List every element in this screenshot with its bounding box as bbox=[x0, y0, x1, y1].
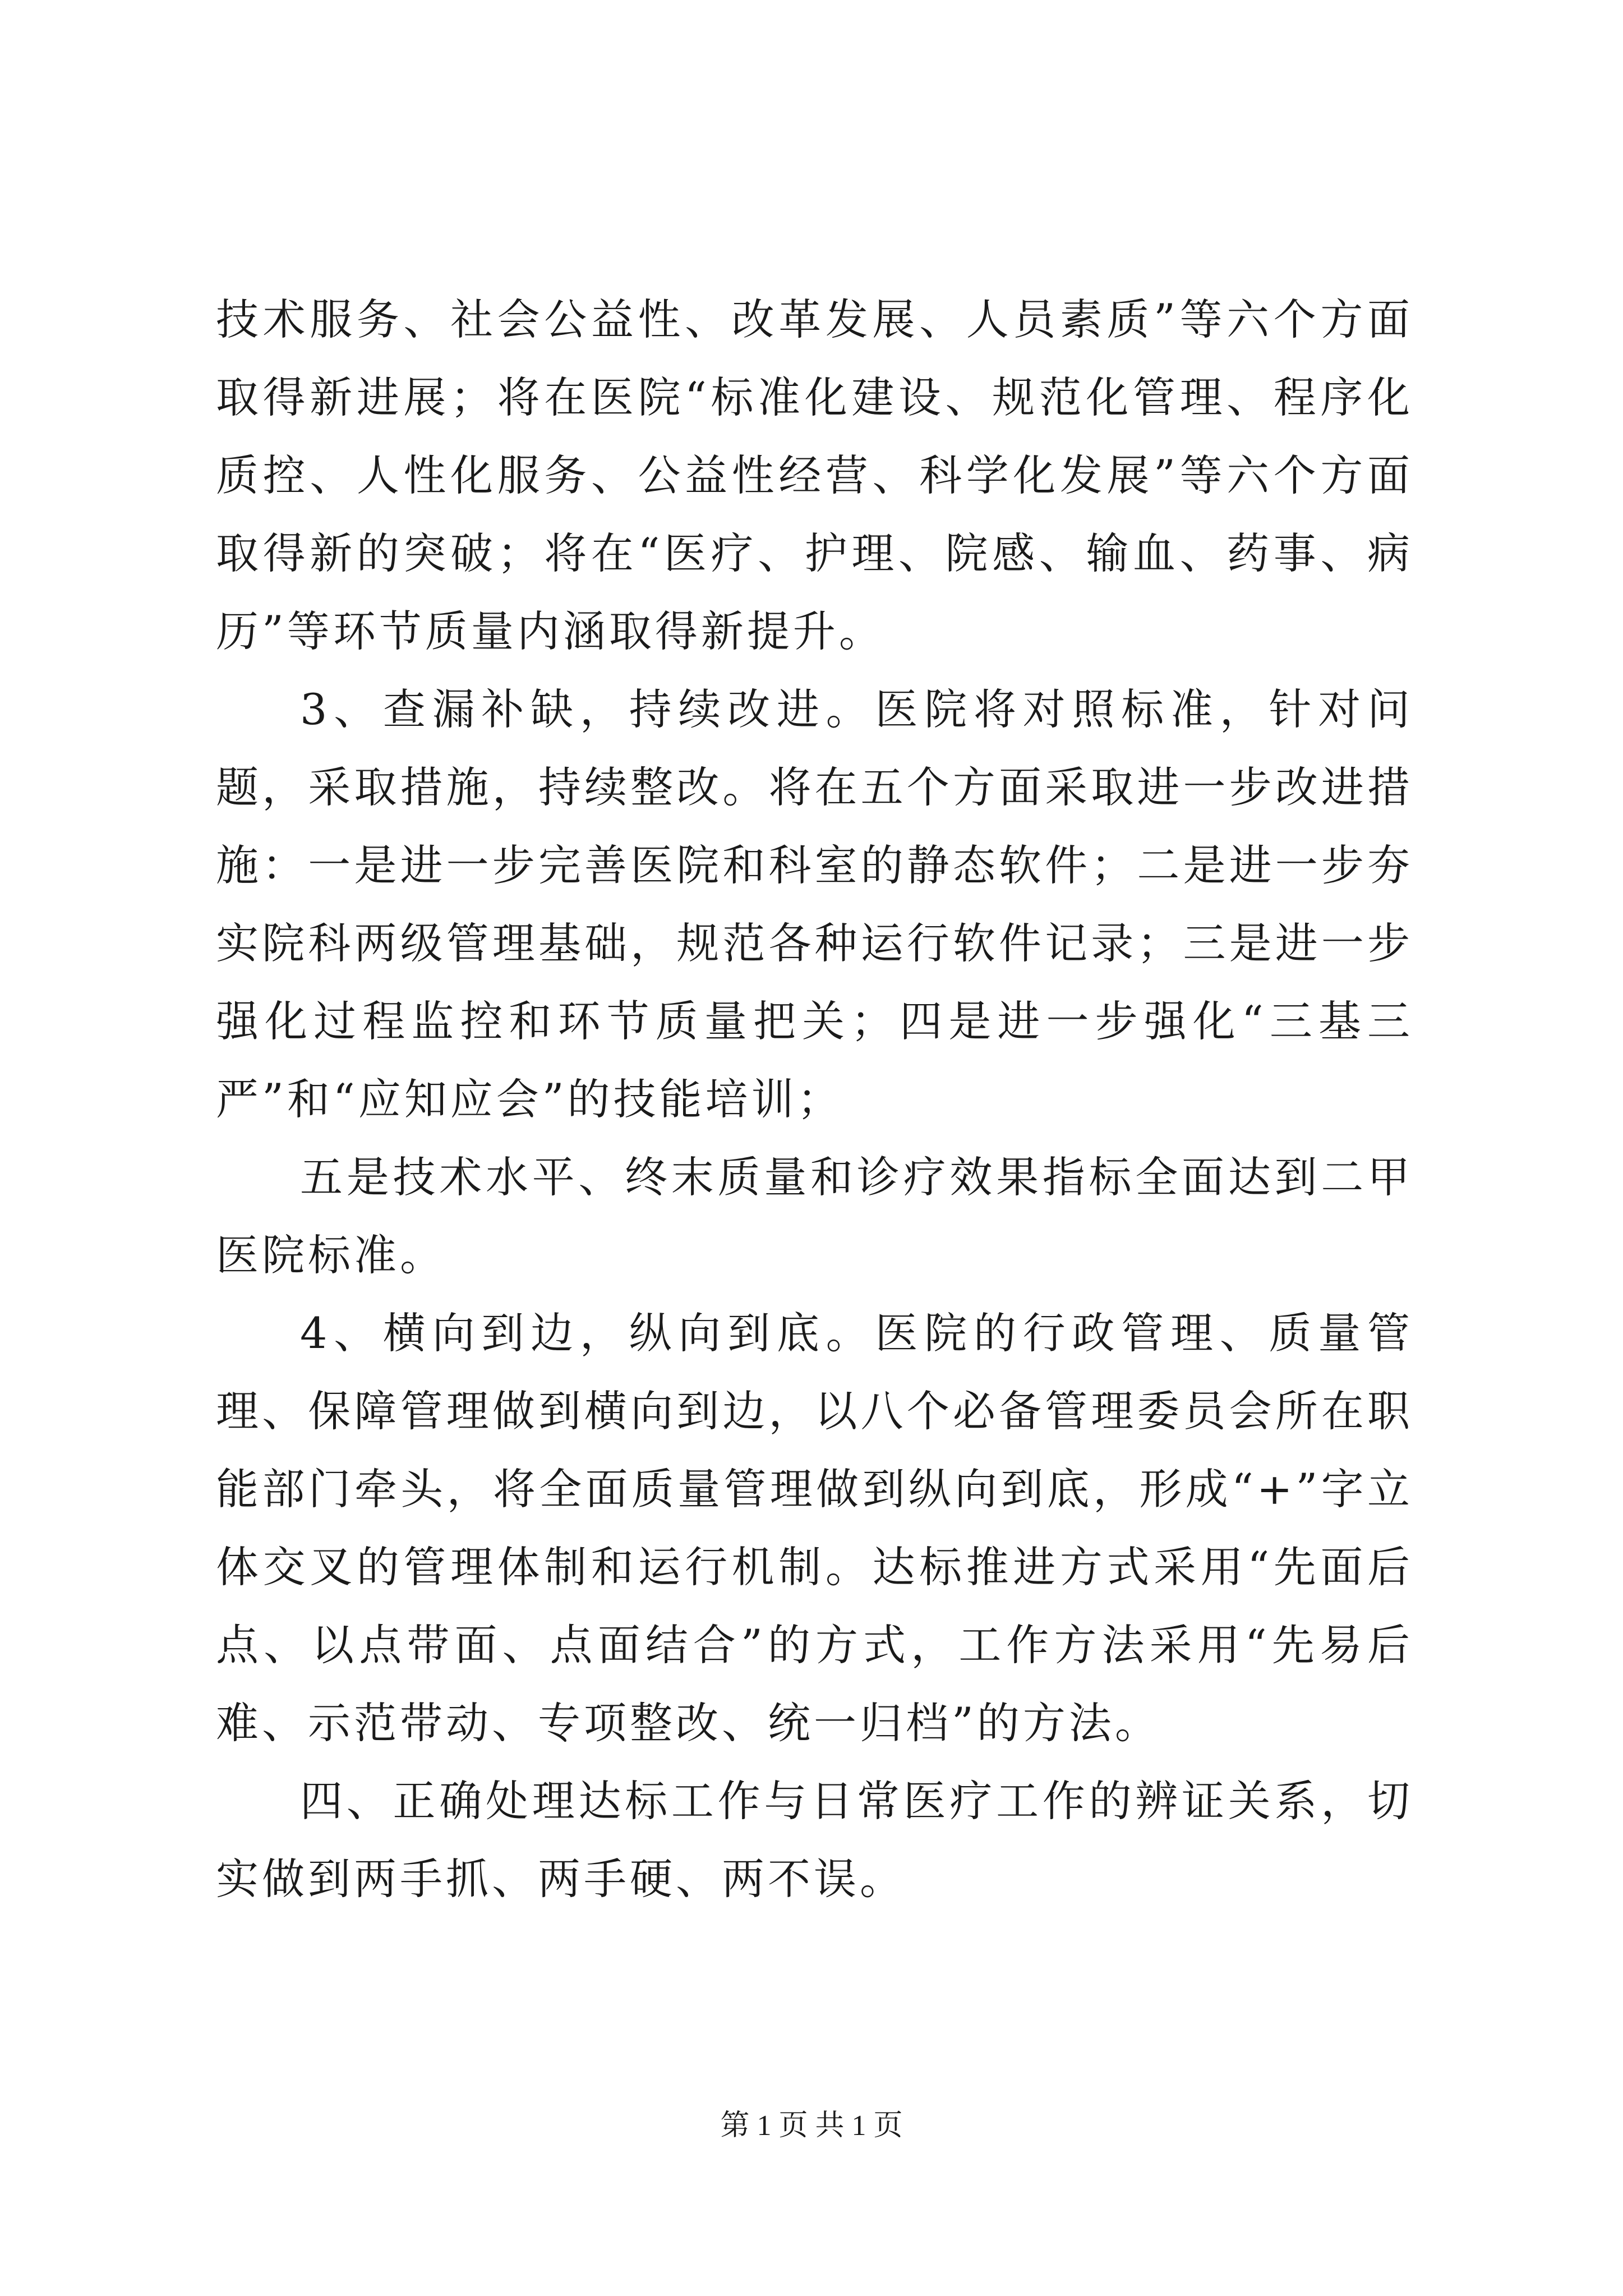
paragraph-continuation: 技术服务、社会公益性、改革发展、人员素质”等六个方面取得新进展；将在医院“标准化建设、规范化管理、程序化质控、人性化服务、公益性经营、科学化发展”等六个方面取得新的突破；将在“医疗、护理、院感、输血、药事、病历”等环节质量内涵取得新提升。 bbox=[216, 295, 1413, 656]
page-footer: 第 1 页 共 1 页 bbox=[720, 2110, 903, 2142]
paragraph-item-4: 4、横向到边，纵向到底。医院的行政管理、质量管理、保障管理做到横向到边，以八个必备管理委员会所在职能部门牵头，将全面质量管理做到纵向到底，形成“+”字立体交叉的管理体制和运行机制。达标推进方式采用“先面后点、以点带面、点面结合”的方式，工作方法采用“先易后难、示范带动、专项整改、统一归档”的方法。 bbox=[216, 1308, 1413, 1748]
paragraph-item-5: 五是技术水平、终末质量和诊疗效果指标全面达到二甲医院标准。 bbox=[216, 1152, 1413, 1280]
paragraph-section-4: 四、正确处理达标工作与日常医疗工作的辨证关系，切实做到两手抓、两手硬、两不误。 bbox=[216, 1776, 1413, 1904]
document-body bbox=[216, 280, 1413, 1918]
paragraph-item-3: 3、查漏补缺，持续改进。医院将对照标准，针对问题，采取措施，持续整改。将在五个方面采取进一步改进措施：一是进一步完善医院和科室的静态软件；二是进一步夯实院科两级管理基础，规范各种运行软件记录；三是进一步强化过程监控和环节质量把关；四是进一步强化“三基三严”和“应知应会”的技能培训； bbox=[216, 684, 1413, 1124]
